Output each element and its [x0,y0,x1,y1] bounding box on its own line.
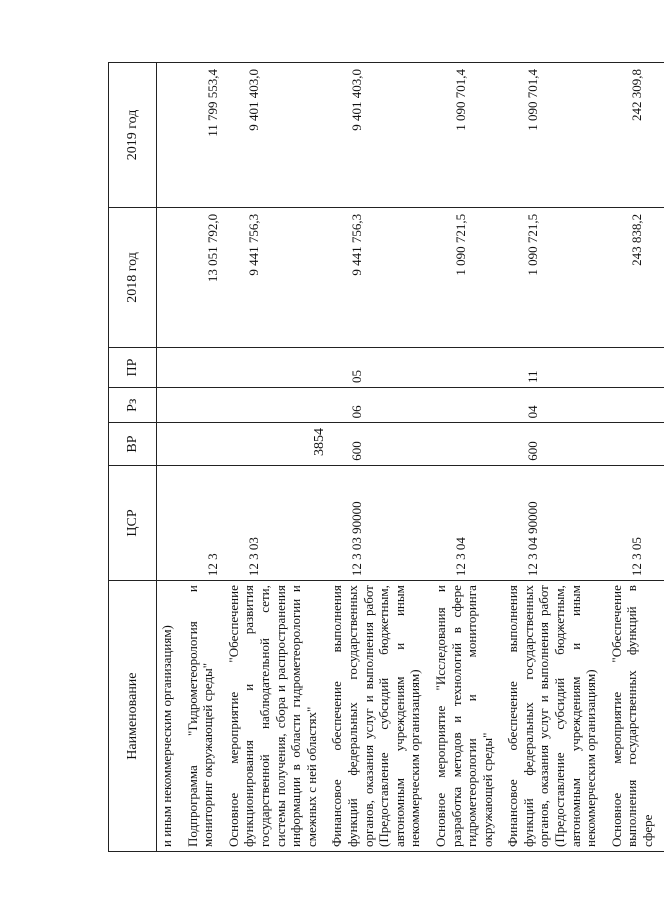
table-row [431,63,503,852]
header-rz: Рз [109,388,157,423]
row-rz [183,388,224,423]
row-csr: 12 3 [183,465,224,580]
row-name: Подпрограмма "Гидрометеорология и мониторинг окружающей среды" [183,581,224,852]
row-2018: 243 838,2 [607,207,664,347]
row-2019: 242 309,8 [607,63,664,208]
table-header [109,63,157,852]
budget-table [108,62,664,852]
row-2018: 1 090 721,5 [503,207,607,347]
row-rz: 04 [503,388,607,423]
row-vr [607,423,664,465]
row-2018: 9 441 756,3 [327,207,431,347]
row-rz [224,388,328,423]
row-name: Финансовое обеспечение выполнения функций федеральных государственных органов, оказания услуг и выполнения работ (Предоставление субсидий бюджетным, автономным учреждениям и иным некоммерческим организациям) [327,581,431,852]
row-name: Финансовое обеспечение выполнения функций федеральных государственных органов, оказания услуг и выполнения работ (Предоставление субсидий бюджетным, автономным учреждениям и иным некоммерческим организациям) [503,581,607,852]
row-csr: 12 3 04 90000 [503,465,607,580]
row-2018: 9 441 756,3 [224,207,328,347]
header-pr: ПР [109,348,157,388]
header-2019: 2019 год [109,63,157,208]
row-name: Основное мероприятие "Обеспечение функционирования и развития государственной наблюдательной сети, системы получения, сбора и распространения информации в области гидрометеорологии и смежных с ней областях" [224,581,328,852]
row-csr: 12 3 03 [224,465,328,580]
row-rz [157,388,183,423]
row-pr [157,348,183,388]
table-row [183,63,224,852]
table-row [157,63,183,852]
row-name: Основное мероприятие "Исследования и разработка методов и технологий в сфере гидрометеорологии и мониторинга окружающей среды" [431,581,503,852]
row-pr [431,348,503,388]
row-vr [224,423,328,465]
header-name: Наименование [109,581,157,852]
table-row [224,63,328,852]
row-2019: 9 401 403,0 [327,63,431,208]
row-rz [607,388,664,423]
row-vr [431,423,503,465]
table-row [327,63,431,852]
row-2018: 13 051 792,0 [183,207,224,347]
row-pr: 05 [327,348,431,388]
row-2018 [157,207,183,347]
row-pr [607,348,664,388]
table-row [607,63,664,852]
header-vr: ВР [109,423,157,465]
row-2018: 1 090 721,5 [431,207,503,347]
header-2018: 2018 год [109,207,157,347]
row-rz: 06 [327,388,431,423]
budget-table-rotated [108,62,656,852]
row-csr [157,465,183,580]
row-2019: 11 799 553,4 [183,63,224,208]
row-pr [224,348,328,388]
row-csr: 12 3 05 [607,465,664,580]
row-2019: 9 401 403,0 [224,63,328,208]
row-vr: 600 [327,423,431,465]
row-vr: 600 [503,423,607,465]
row-csr: 12 3 03 90000 [327,465,431,580]
page-number: 3854 [312,428,327,456]
row-pr: 11 [503,348,607,388]
row-2019: 1 090 701,4 [503,63,607,208]
row-vr [157,423,183,465]
row-csr: 12 3 04 [431,465,503,580]
header-csr: ЦСР [109,465,157,580]
row-name: Основное мероприятие "Обеспечение выполнения государственных функций в сфере [607,581,664,852]
row-pr [183,348,224,388]
row-rz [431,388,503,423]
row-name: и иным некоммерческим организациям) [157,581,183,852]
row-vr [183,423,224,465]
row-2019: 1 090 701,4 [431,63,503,208]
row-2019 [157,63,183,208]
table-row [503,63,607,852]
